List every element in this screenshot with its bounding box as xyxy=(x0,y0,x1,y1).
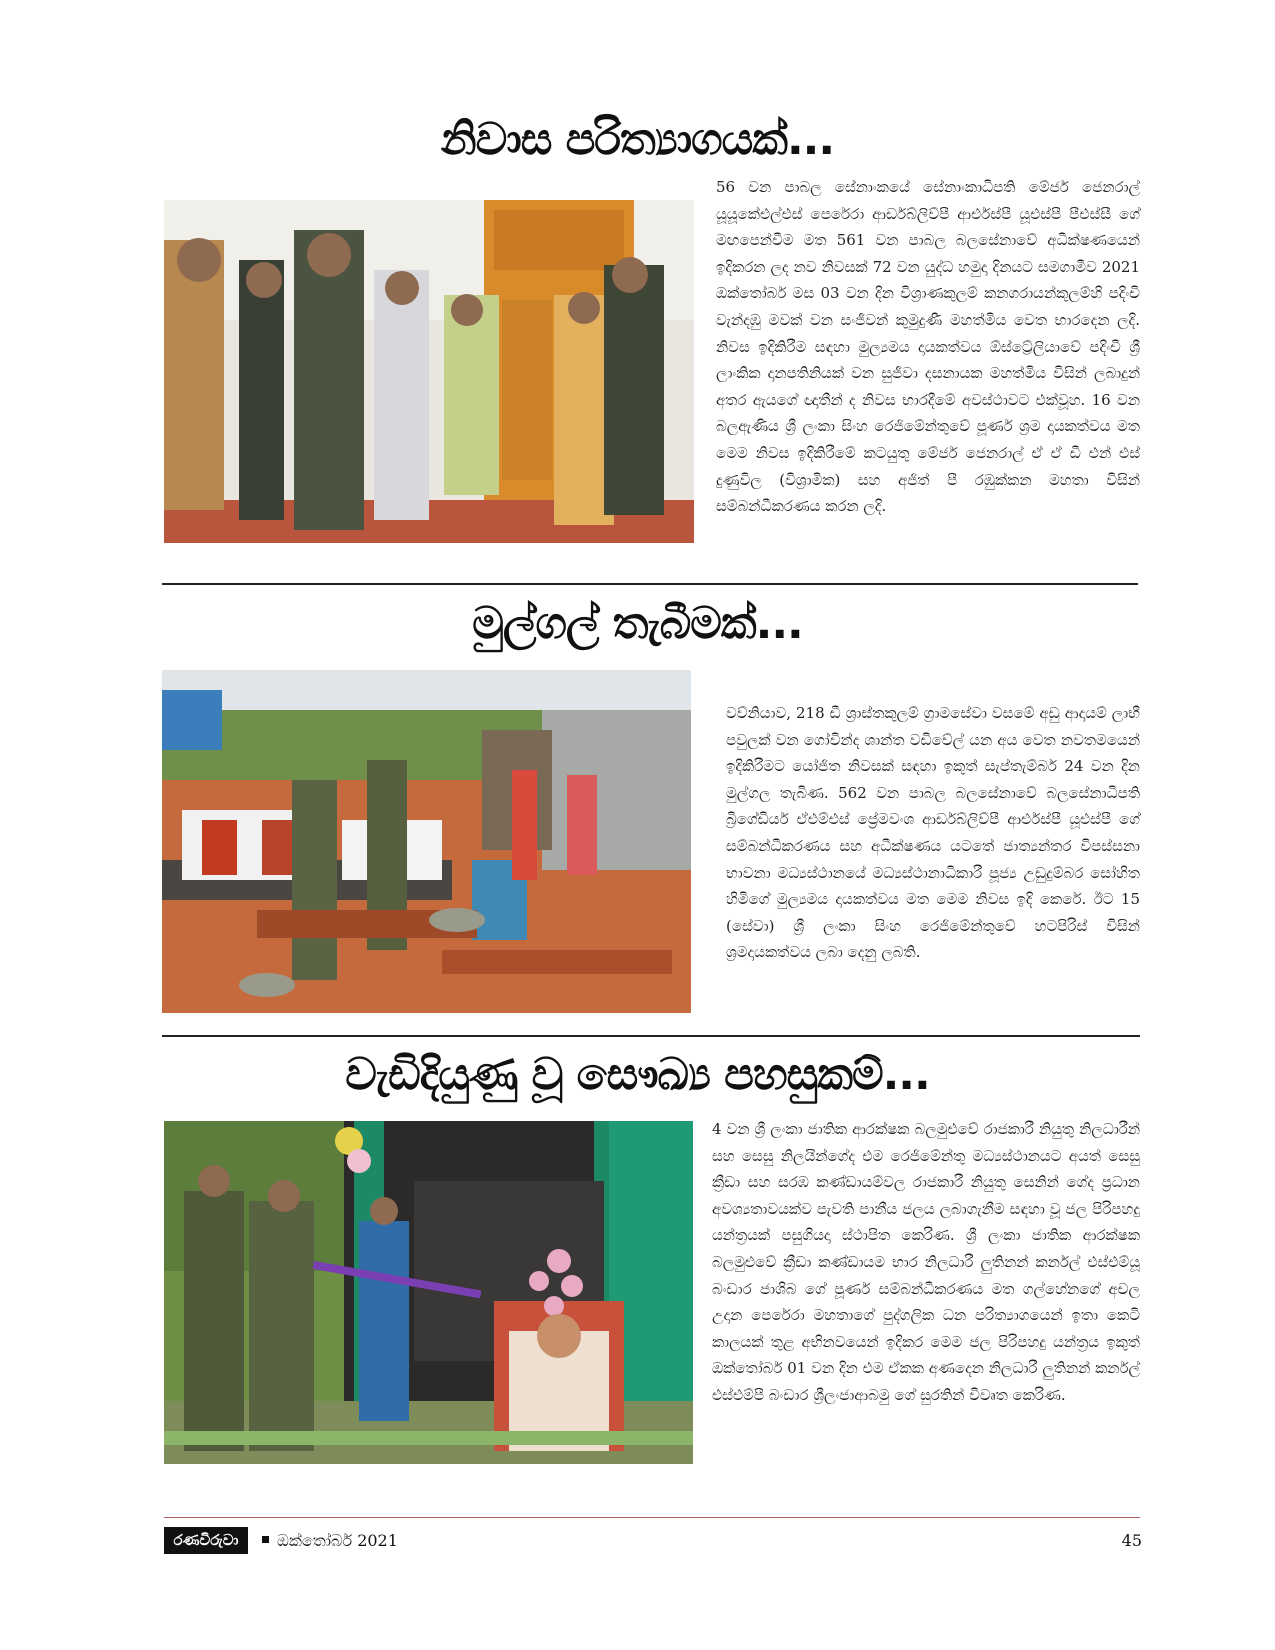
article-3-title: වැඩිදියුණු වූ සෞඛ්‍ය පහසුකම්... xyxy=(345,1049,930,1100)
article-1-photo xyxy=(164,200,694,543)
section-divider-1 xyxy=(162,583,1138,585)
footer-rule xyxy=(164,1517,1140,1518)
issue-date xyxy=(262,1527,398,1554)
article-2-photo xyxy=(162,670,691,1013)
issue-date-text: ඔක්තෝබර් 2021 xyxy=(277,1531,398,1550)
article-2-title: මුල්ගල් තැබීමක්... xyxy=(472,598,803,649)
article-3-body: 4 වන ශ්‍රී ලංකා ජාතික ආරක්ෂක බලමුළුවේ රාජකාරී නියුතු නිලධාරීන් සහ සෙසු නිලයින්ගේද එම රෙජිමේන්තු මධ්‍යස්ථානයට අයත් සෙසු ක්‍රීඩා සහ සරඹ කණ්ඩායම්වල රාජකාරී නියුතු සෙනින් ගේද ප්‍රධාන අවශ්‍යතාවයක්ව පැවති පානීය ජලය ලබාගැනීම සඳහා වූ ජල පිරිපහදු යන්ත්‍රයක් පසුගියදා ස්ථාපිත කෙරිණ. ශ්‍රී ලංකා ජාතික ආරක්ෂක බලමුළුවේ ක්‍රීඩා කණ්ඩායම භාර නිලධාරී ලුතිනන් කර්නල් එස්එම්යූ බංඩාර ජාශිබ ගේ පූර්ණ සම්බන්ධීකරණය මත ගල්හේනගේ අචල උදාන පෙරේරා මහතාගේ පුද්ගලික ධන පරිත්‍යාගයෙන් ඉතා කෙටි කාලයක් තුළ අභිනවයෙන් ඉදිකර මෙම ජල පිරිපහදු යන්ත්‍රය ඉකුත් ඔක්තෝබර් 01 වන දින එම ඒකක අණදෙන නිලධාරී ලුතිනන් කර්නල් එස්එම්පී බංඩාර ශ්‍රීලංජාආබමු ගේ සුරතින් විවෘත කෙරිණ. xyxy=(712,1120,1140,1404)
article-2-body: වව්නියාව, 218 ඩී ශ්‍රාස්තකුලම් ග්‍රාමසේවා වසමේ අඩු ආදායම් ලාභී පවුලක් වන ගෝවින්ද ශාන්ත වඩිවේල් යන අය වෙත නවතමයෙන් ඉදිකිරීමට යෝජිත නිවසක් සඳහා ඉකුත් සැප්තැම්බර් 24 වන දින මුල්ගල තැබිණ. 562 වන පාබල බලසේනාවේ බලසේනාධිපති බ්‍රිගේඩියර් ඒඑම්එස් ප්‍රේමවංශ ආර්ඩබ්ලිව්පී ආර්එස්පී යූඑස්පී ගේ සම්බන්ධීකරණය සහ අධීක්ෂණය යටතේ ජාත්‍යන්තර විපස්සනා භාවනා මධ්‍යස්ථානයේ මධ්‍යස්ථානාධිකාරී පූජ්‍ය උඩුදුම්බර සෝහිත හිමිගේ මුල්‍යමය දායකත්වය මත මෙම නිවස ඉදි කෙරේ. ඊට 15 (සේවා) ශ්‍රී ලංකා සිංහ රෙජිමේන්තුවේ හටපිරිස් විසින් ශ්‍රමදායකත්වය ලබා දෙනු ලබති. xyxy=(726,704,1140,962)
bullet-square-icon xyxy=(262,1536,269,1543)
article-1-body: 56 වන පාබල සේනාංකයේ සේනාංකාධිපති මේජර් ජෙනරාල් යූයූකේඑල්එස් පෙරේරා ආර්ඩබ්ලිව්පී ආර්එස්පී යූඑස්පී පීඑස්සී ගේ මඟපෙන්වීම මත 561 වන පාබල බලසේනාවේ අධීක්ෂණයෙන් ඉදිකරන ලද නව නිවසක් 72 වන යුද්ධ හමුදා දිනයට සමගාමීව 2021 ඔක්තෝබර් මස 03 වන දින විශ්‍රාණකුලම් කනගරායන්කුලම්හි පදිංචි වැන්දඹු මවක් වන සංජීවන් කුමුදුණී මහත්මිය වෙත භාරදෙන ලදි. නිවස ඉදිකිරීම සඳහා මුල්‍යමය දායකත්වය ඕස්ට්‍රේලියාවේ පදිංචි ශ්‍රී ලාංකික දානපතිනියක් වන සුජීවා දසනායක මහත්මිය විසින් ලබාදුන් අතර ඇයගේ ඥාතීන් ද නිවස භාරදීමේ අවස්ථාවට එක්වූහ. 16 වන බලඇණිය ශ්‍රී ලංකා සිංහ රෙජිමේන්තුවේ පූර්ණ ශ්‍රම දායකත්වය මත මෙම නිවස ඉදිකිරීමේ කටයුතු මේජර් ජෙනරාල් ඒ ඒ ඩී එන් එස් දුණුවිල (විශ්‍රාමික) සහ අජිත් පී රඹුක්කන මහතා විසින් සම්බන්ධීකරණය කරන ලදි. xyxy=(716,178,1140,516)
page-number: 45 xyxy=(1121,1531,1142,1550)
section-divider-2 xyxy=(162,1035,1140,1037)
magazine-logo: රණවිරුවා xyxy=(164,1527,248,1554)
article-1-title: නිවාස පරිත්‍යාගයක්... xyxy=(440,114,835,165)
article-3-photo xyxy=(164,1121,693,1464)
